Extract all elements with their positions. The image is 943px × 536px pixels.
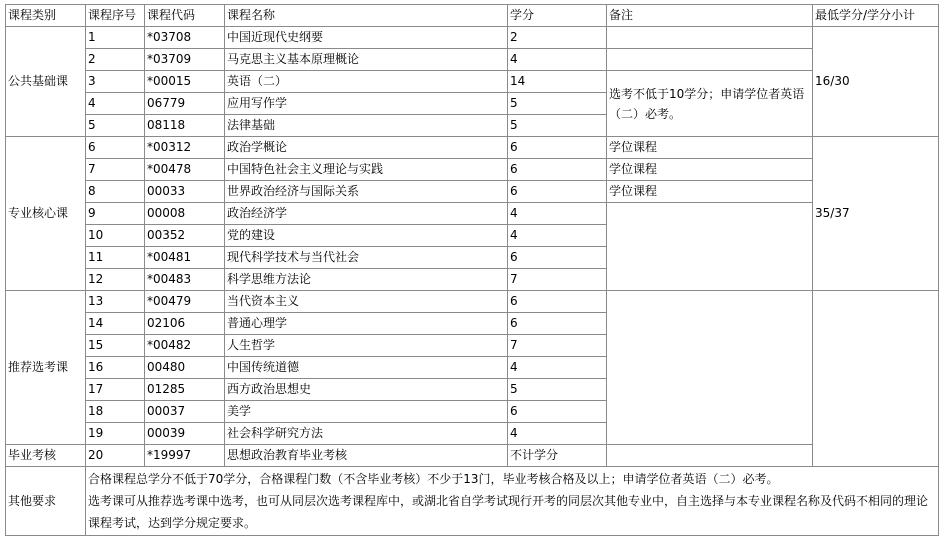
seq-cell: 11 xyxy=(86,247,145,269)
code-cell: *03709 xyxy=(145,49,225,71)
credit-cell: 2 xyxy=(508,27,607,49)
seq-cell: 15 xyxy=(86,335,145,357)
remark-note-cell: 选考不低于10学分；申请学位者英语（二）必考。 xyxy=(607,71,813,137)
seq-cell: 5 xyxy=(86,115,145,137)
code-cell: 00033 xyxy=(145,181,225,203)
name-cell: 中国近现代史纲要 xyxy=(225,27,508,49)
subtotal-cell xyxy=(813,291,939,467)
name-cell: 政治学概论 xyxy=(225,137,508,159)
remark-cell xyxy=(607,49,813,71)
table-row xyxy=(6,203,939,225)
name-cell: 马克思主义基本原理概论 xyxy=(225,49,508,71)
code-cell: *00312 xyxy=(145,137,225,159)
credit-cell: 5 xyxy=(508,115,607,137)
code-cell: *00482 xyxy=(145,335,225,357)
other-requirement-line-1: 合格课程总学分不低于70学分，合格课程门数（不含毕业考核）不少于13门，毕业考核合格及以上；申请学位者英语（二）必考。 xyxy=(88,472,779,486)
seq-cell: 10 xyxy=(86,225,145,247)
remark-cell xyxy=(607,203,813,291)
seq-cell: 3 xyxy=(86,71,145,93)
credit-cell: 6 xyxy=(508,291,607,313)
code-cell: 00352 xyxy=(145,225,225,247)
seq-cell: 4 xyxy=(86,93,145,115)
header-subtotal: 最低学分/学分小计 xyxy=(813,5,939,27)
credit-cell: 7 xyxy=(508,269,607,291)
code-cell: *00483 xyxy=(145,269,225,291)
subtotal-cell: 16/30 xyxy=(813,27,939,137)
code-cell: 00008 xyxy=(145,203,225,225)
name-cell: 中国特色社会主义理论与实践 xyxy=(225,159,508,181)
category-cell: 毕业考核 xyxy=(6,445,86,467)
seq-cell: 14 xyxy=(86,313,145,335)
credit-cell: 6 xyxy=(508,181,607,203)
seq-cell: 20 xyxy=(86,445,145,467)
remark-cell xyxy=(607,291,813,445)
table-row xyxy=(6,137,939,159)
name-cell: 应用写作学 xyxy=(225,93,508,115)
name-cell: 社会科学研究方法 xyxy=(225,423,508,445)
name-cell: 英语（二） xyxy=(225,71,508,93)
remark-cell xyxy=(607,445,813,467)
name-cell: 法律基础 xyxy=(225,115,508,137)
name-cell: 当代资本主义 xyxy=(225,291,508,313)
table-row xyxy=(6,49,939,71)
credit-cell: 6 xyxy=(508,313,607,335)
code-cell: *00478 xyxy=(145,159,225,181)
table-row xyxy=(6,27,939,49)
code-cell: 08118 xyxy=(145,115,225,137)
code-cell: 06779 xyxy=(145,93,225,115)
credit-cell: 不计学分 xyxy=(508,445,607,467)
credit-cell: 5 xyxy=(508,379,607,401)
category-cell: 推荐选考课 xyxy=(6,291,86,445)
code-cell: *03708 xyxy=(145,27,225,49)
name-cell: 中国传统道德 xyxy=(225,357,508,379)
seq-cell: 13 xyxy=(86,291,145,313)
credit-cell: 7 xyxy=(508,335,607,357)
subtotal-cell: 35/37 xyxy=(813,137,939,291)
other-requirements-row xyxy=(6,467,939,536)
seq-cell: 7 xyxy=(86,159,145,181)
name-cell: 政治经济学 xyxy=(225,203,508,225)
header-credit: 学分 xyxy=(508,5,607,27)
code-cell: 00037 xyxy=(145,401,225,423)
header-remark: 备注 xyxy=(607,5,813,27)
credit-cell: 4 xyxy=(508,423,607,445)
code-cell: *00015 xyxy=(145,71,225,93)
header-row xyxy=(6,5,939,27)
seq-cell: 19 xyxy=(86,423,145,445)
seq-cell: 9 xyxy=(86,203,145,225)
name-cell: 思想政治教育毕业考核 xyxy=(225,445,508,467)
credit-cell: 4 xyxy=(508,357,607,379)
credit-cell: 14 xyxy=(508,71,607,93)
name-cell: 人生哲学 xyxy=(225,335,508,357)
remark-cell xyxy=(607,27,813,49)
remark-cell: 学位课程 xyxy=(607,137,813,159)
other-requirements-label: 其他要求 xyxy=(6,467,86,536)
header-code: 课程代码 xyxy=(145,5,225,27)
code-cell: 02106 xyxy=(145,313,225,335)
table-row xyxy=(6,181,939,203)
seq-cell: 18 xyxy=(86,401,145,423)
seq-cell: 16 xyxy=(86,357,145,379)
code-cell: *00481 xyxy=(145,247,225,269)
credit-cell: 6 xyxy=(508,247,607,269)
category-cell: 公共基础课 xyxy=(6,27,86,137)
table-row xyxy=(6,445,939,467)
seq-cell: 6 xyxy=(86,137,145,159)
seq-cell: 2 xyxy=(86,49,145,71)
credit-cell: 5 xyxy=(508,93,607,115)
credit-cell: 6 xyxy=(508,137,607,159)
name-cell: 普通心理学 xyxy=(225,313,508,335)
credit-cell: 6 xyxy=(508,159,607,181)
code-cell: *00479 xyxy=(145,291,225,313)
seq-cell: 1 xyxy=(86,27,145,49)
name-cell: 美学 xyxy=(225,401,508,423)
code-cell: 01285 xyxy=(145,379,225,401)
table-row xyxy=(6,71,939,93)
seq-cell: 8 xyxy=(86,181,145,203)
credit-cell: 4 xyxy=(508,225,607,247)
name-cell: 科学思维方法论 xyxy=(225,269,508,291)
header-seq: 课程序号 xyxy=(86,5,145,27)
name-cell: 党的建设 xyxy=(225,225,508,247)
remark-cell: 学位课程 xyxy=(607,159,813,181)
header-name: 课程名称 xyxy=(225,5,508,27)
category-cell: 专业核心课 xyxy=(6,137,86,291)
remark-cell: 学位课程 xyxy=(607,181,813,203)
code-cell: *19997 xyxy=(145,445,225,467)
other-requirement-line-2: 选考课可从推荐选考课中选考，也可从同层次选考课程库中，或湖北省自学考试现行开考的同层次其他专业中，自主选择与本专业课程名称及代码不相同的理论课程考试，达到学分规定要求。 xyxy=(88,494,929,530)
name-cell: 现代科学技术与当代社会 xyxy=(225,247,508,269)
credit-cell: 6 xyxy=(508,401,607,423)
name-cell: 世界政治经济与国际关系 xyxy=(225,181,508,203)
curriculum-table xyxy=(5,4,939,536)
seq-cell: 12 xyxy=(86,269,145,291)
header-category: 课程类别 xyxy=(6,5,86,27)
code-cell: 00039 xyxy=(145,423,225,445)
table-row xyxy=(6,159,939,181)
credit-cell: 4 xyxy=(508,203,607,225)
code-cell: 00480 xyxy=(145,357,225,379)
name-cell: 西方政治思想史 xyxy=(225,379,508,401)
credit-cell: 4 xyxy=(508,49,607,71)
seq-cell: 17 xyxy=(86,379,145,401)
table-row xyxy=(6,291,939,313)
other-requirements-text xyxy=(86,467,939,536)
